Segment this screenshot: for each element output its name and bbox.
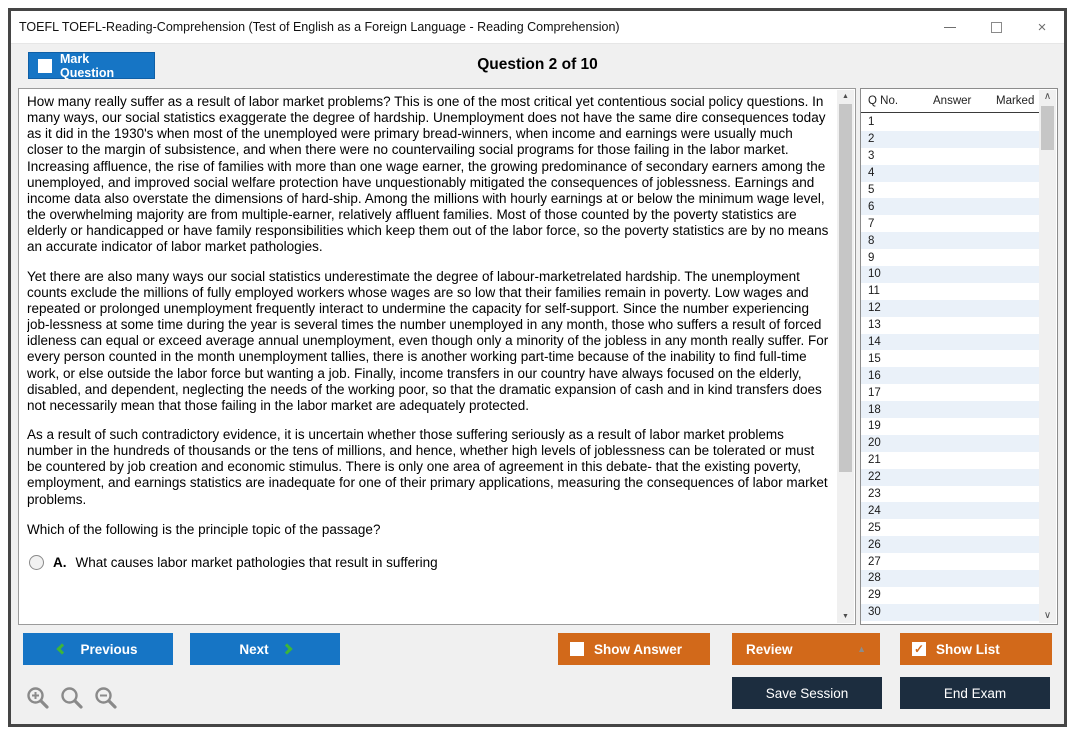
row-number: 2 <box>868 133 875 146</box>
row-number: 8 <box>868 234 875 247</box>
show-answer-checkbox[interactable] <box>570 642 584 656</box>
show-list-button[interactable] <box>900 633 1052 665</box>
show-answer-label: Show Answer <box>594 641 683 657</box>
row-number: 10 <box>868 268 881 281</box>
question-list-row[interactable] <box>861 536 1040 553</box>
row-number: 21 <box>868 454 881 467</box>
question-list-row[interactable] <box>861 367 1040 384</box>
row-number: 12 <box>868 302 881 315</box>
column-marked: Marked <box>996 94 1035 107</box>
question-list-row[interactable] <box>861 587 1040 604</box>
zoom-reset-icon[interactable] <box>59 685 86 712</box>
question-list-row[interactable] <box>861 570 1040 587</box>
row-number: 9 <box>868 251 875 264</box>
question-list-row[interactable] <box>861 266 1040 283</box>
row-number: 19 <box>868 420 881 433</box>
passage-paragraph-1: How many really suffer as a result of labor market problems? This is one of the most critical yet contentious social policy questions. In many ways, our social statistics exaggerate the degree of hardship. Unemployment does not have the same dire consequences today as it did in the 1930's when most of the unemployed were primary bread-winners, when income and earnings were usually much closer to the margin of subsistence, and when there were no countervailing social programs for those failing in the labor market. Increasing affluence, the rise of families with more than one wage earner, the growing predominance of secondary earners among the unemployed, and improved social welfare protection have unquestionably mitigated the consequences of joblessness. Earnings and income data also overstate the dimensions of hard-ship. Among the millions with hourly earnings at or below the minimum wage level, the overwhelming majority are from multiple-earner, relatively affluent families. Most of those counted by the poverty statistics are elderly or handicapped or have family responsibilities which keep them out of the labor force, so the poverty statistics are by no means an accurate indicator of labor market pathologies. <box>27 94 829 255</box>
row-number: 13 <box>868 319 881 332</box>
option-letter: A. <box>53 554 67 570</box>
question-list-row[interactable] <box>861 148 1040 165</box>
title-bar <box>11 11 1064 44</box>
passage-paragraph-3: As a result of such contradictory evidence, it is uncertain whether those suffering seriously as a result of labor market problems number in the hundreds of thousands or the tens of millions, and hence, whether high levels of joblessness can be tolerated or must be countered by job creation and economic stimulus. There is only one area of agreement in this debate- that the existing poverty, employment, and earnings statistics are inadequate for one of their primary applications, measuring the consequences of labor market problems. <box>27 426 828 507</box>
chevron-left-icon <box>57 643 68 654</box>
question-list-row[interactable] <box>861 519 1040 536</box>
minimize-icon[interactable] <box>942 19 958 35</box>
scroll-down-icon[interactable]: ▼ <box>842 613 849 620</box>
question-list-row[interactable] <box>861 182 1040 199</box>
row-number: 23 <box>868 488 881 501</box>
passage-paragraph-2: Yet there are also many ways our social statistics underestimate the degree of labour-marketrelated hardship. The unemployment counts exclude the millions of fully employed workers whose wages are so low that their families remain in poverty. Low wages and repeated or prolonged unemployment frequently interact to undermine the capacity for self-support. Since the number experiencing job-lessness at some time during the year is several times the number unemployed in any month, those who suffers a result of forced idleness can equal or exceed average annual unemployment, even though only a minority of the jobless in any month really suffer. For every person counted in the month unemployment tallies, there is another working part-time because of the inability to find full-time work, or else outside the labor force but wanting a job. Finally, income transfers in our country have always focused on the elderly, disabled, and dependent, neglecting the needs of the working poor, so that the dramatic expansion of cash and in kind transfers does not necessarily mean that those failing in the labor market are adequately protected. <box>27 268 829 413</box>
end-exam-label: End Exam <box>943 685 1007 701</box>
question-list-row[interactable] <box>861 198 1040 215</box>
question-list-row[interactable] <box>861 553 1040 570</box>
scroll-down-icon[interactable]: ∨ <box>1043 610 1052 621</box>
row-number: 11 <box>868 285 880 298</box>
question-text: Which of the following is the principle topic of the passage? <box>27 521 381 537</box>
question-list-row[interactable] <box>861 350 1040 367</box>
chevron-right-icon <box>281 643 292 654</box>
question-list-header <box>861 89 1040 113</box>
scroll-up-icon[interactable]: ∧ <box>1043 91 1052 102</box>
window-title: TOEFL TOEFL-Reading-Comprehension (Test of English as a Foreign Language - Reading Comprehension) <box>19 20 620 34</box>
row-number: 26 <box>868 538 881 551</box>
question-list-row[interactable] <box>861 469 1040 486</box>
question-list-row[interactable] <box>861 334 1040 351</box>
row-number: 5 <box>868 184 875 196</box>
row-number: 17 <box>868 386 881 399</box>
row-number: 28 <box>868 572 881 585</box>
maximize-icon[interactable] <box>988 19 1004 35</box>
question-list-row[interactable] <box>861 215 1040 232</box>
radio-button-icon[interactable] <box>29 555 44 570</box>
row-number: 16 <box>868 369 881 382</box>
row-number: 18 <box>868 403 881 416</box>
save-session-button[interactable] <box>732 677 882 709</box>
question-list <box>861 114 1040 623</box>
zoom-out-icon[interactable] <box>93 685 120 712</box>
row-number: 29 <box>868 589 881 602</box>
close-icon[interactable]: × <box>1037 18 1047 36</box>
show-answer-button[interactable] <box>558 633 710 665</box>
row-number: 20 <box>868 437 881 450</box>
previous-label: Previous <box>80 641 138 657</box>
row-number: 27 <box>868 555 881 568</box>
passage-panel <box>18 88 856 625</box>
question-list-row[interactable] <box>861 384 1040 401</box>
question-list-row[interactable] <box>861 232 1040 249</box>
next-button[interactable] <box>190 633 340 665</box>
column-answer: Answer <box>933 94 972 107</box>
column-qno: Q No. <box>868 94 899 107</box>
question-list-row[interactable] <box>861 502 1040 519</box>
passage-scrollbar[interactable] <box>837 90 854 623</box>
review-dropdown[interactable] <box>732 633 880 665</box>
row-number: 1 <box>868 116 875 129</box>
question-list-row[interactable] <box>861 435 1040 452</box>
question-list-row[interactable] <box>861 401 1040 418</box>
zoom-in-icon[interactable] <box>25 685 52 712</box>
row-number: 7 <box>868 217 875 230</box>
show-list-label: Show List <box>936 641 1000 657</box>
passage-text <box>27 94 831 620</box>
question-list-row[interactable] <box>861 165 1040 182</box>
question-list-row[interactable] <box>861 604 1040 621</box>
check-icon: ✓ <box>913 642 925 656</box>
window-controls <box>942 11 1050 43</box>
question-list-row[interactable] <box>861 114 1040 131</box>
passage-scrollbar-thumb[interactable] <box>839 104 852 472</box>
app-window <box>8 8 1067 727</box>
question-list-row[interactable] <box>861 418 1040 435</box>
end-exam-button[interactable] <box>900 677 1050 709</box>
mark-question-label: Mark Question <box>60 51 115 80</box>
question-counter: Question 2 of 10 <box>477 56 598 73</box>
question-list-row[interactable] <box>861 300 1040 317</box>
question-list-row[interactable] <box>861 249 1040 266</box>
question-list-panel <box>860 88 1058 625</box>
row-number: 14 <box>868 336 881 349</box>
question-list-row[interactable] <box>861 131 1040 148</box>
save-session-label: Save Session <box>765 685 849 701</box>
row-number: 4 <box>868 167 875 180</box>
row-number: 3 <box>868 150 875 163</box>
question-list-scrollbar[interactable] <box>1039 90 1056 623</box>
row-number: 24 <box>868 504 881 517</box>
next-label: Next <box>239 641 269 657</box>
row-number: 6 <box>868 200 875 213</box>
row-number: 15 <box>868 352 881 365</box>
row-number: 30 <box>868 606 881 619</box>
question-list-row[interactable] <box>861 486 1040 503</box>
question-list-row[interactable] <box>861 452 1040 469</box>
show-list-checkbox[interactable] <box>912 642 926 656</box>
question-list-row[interactable] <box>861 317 1040 334</box>
option-text: What causes labor market pathologies that result in suffering <box>75 554 438 570</box>
review-label: Review <box>746 641 793 657</box>
zoom-toolbar <box>25 685 120 712</box>
triangle-up-icon: ▲ <box>857 643 866 654</box>
row-number: 22 <box>868 471 881 484</box>
previous-button[interactable] <box>23 633 173 665</box>
scroll-up-icon[interactable]: ▲ <box>842 93 849 100</box>
question-list-scrollbar-thumb[interactable] <box>1041 106 1054 150</box>
question-list-row[interactable] <box>861 283 1040 300</box>
answer-option-a[interactable] <box>27 555 831 571</box>
row-number: 25 <box>868 521 881 534</box>
